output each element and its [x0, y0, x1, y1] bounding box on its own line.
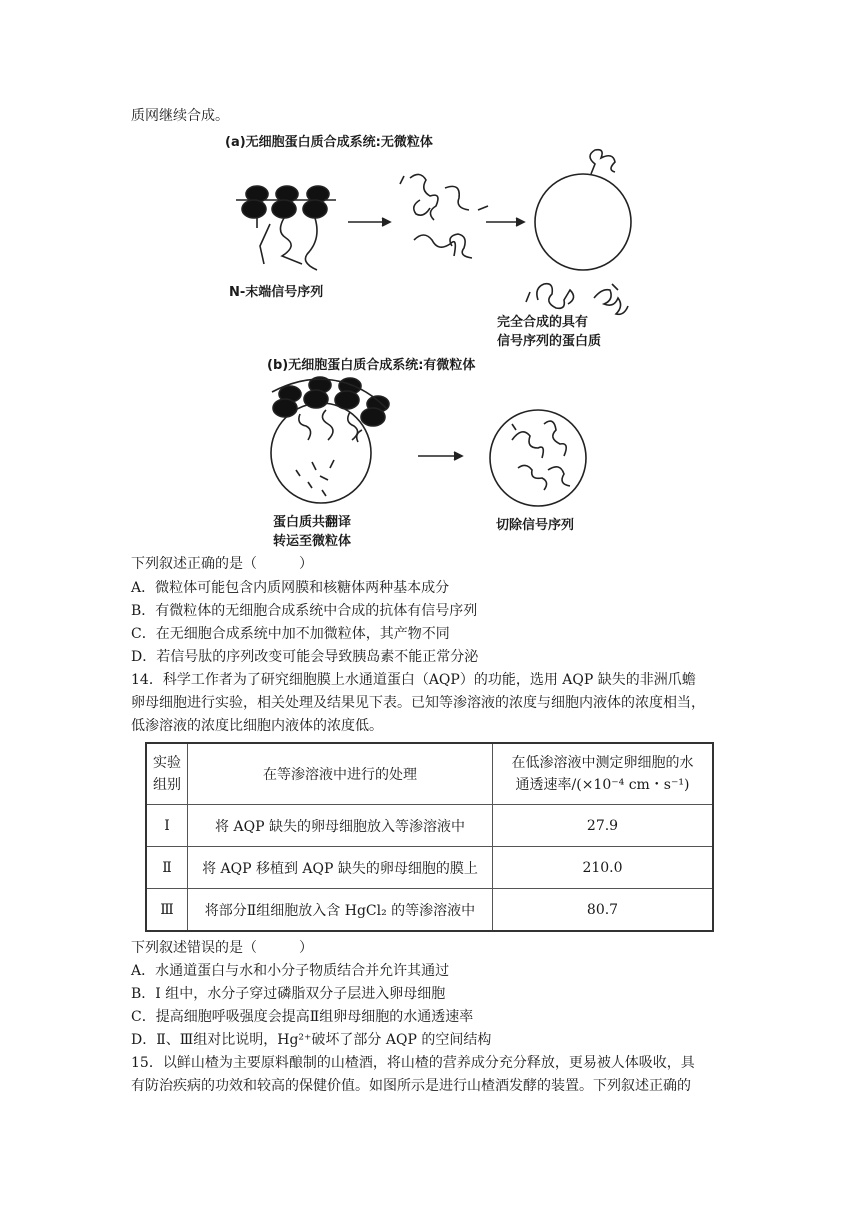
- table-row: [146, 889, 713, 932]
- experiment-table: [145, 742, 714, 932]
- table-row: [146, 847, 713, 889]
- treatment-cell: 将部分Ⅱ组细胞放入含 HgCl₂ 的等渗溶液中: [188, 889, 493, 932]
- figure-a-label-signal: N-末端信号序列: [229, 285, 324, 300]
- header-text: 实验: [153, 755, 181, 771]
- header-text: 组别: [153, 777, 181, 793]
- question-stem: 下列叙述正确的是（ ）: [131, 556, 313, 572]
- option-d: D．Ⅱ、Ⅲ组对比说明，Hg²⁺破坏了部分 AQP 的空间结构: [131, 1032, 492, 1048]
- figure-drawing: [0, 0, 860, 560]
- question-text-line: 14．科学工作者为了研究细胞膜上水通道蛋白（AQP）的功能，选用 AQP 缺失的非洲爪蟾: [131, 672, 696, 688]
- ribosome-icon: [303, 186, 329, 218]
- rate-cell: 80.7: [493, 889, 714, 932]
- table-header-row: [146, 743, 713, 805]
- header-treatment: 在等渗溶液中进行的处理: [188, 743, 493, 805]
- option-a: A．微粒体可能包含内质网膜和核糖体两种基本成分: [131, 580, 450, 596]
- treatment-cell: 将 AQP 移植到 AQP 缺失的卵母细胞的膜上: [188, 847, 493, 889]
- group-cell: Ⅱ: [146, 847, 188, 889]
- figure-b-title: (b)无细胞蛋白质合成系统:有微粒体: [267, 358, 476, 373]
- option-a: A．水通道蛋白与水和小分子物质结合并允许其通过: [131, 963, 450, 979]
- rate-cell: 210.0: [493, 847, 714, 889]
- header-text: 通透速率/(×10⁻⁴ cm・s⁻¹): [515, 777, 690, 793]
- rate-cell: 27.9: [493, 805, 714, 847]
- option-c: C．在无细胞合成系统中加不加微粒体，其产物不同: [131, 626, 450, 642]
- figure-a-label-result-1: 完全合成的具有: [497, 315, 589, 330]
- header-rate: [493, 743, 714, 805]
- ribosome-icon: [361, 396, 389, 426]
- question-text-line: 15．以鲜山楂为主要原料酿制的山楂酒，将山楂的营养成分充分释放，更易被人体吸收，具: [131, 1055, 695, 1071]
- group-cell: Ⅰ: [146, 805, 188, 847]
- option-b: B．有微粒体的无细胞合成系统中合成的抗体有信号序列: [131, 603, 478, 619]
- question-text-line: 有防治疾病的功效和较高的保健价值。如图所示是进行山楂酒发酵的装置。下列叙述正确的: [131, 1078, 691, 1094]
- question-text-line: 低渗溶液的浓度比细胞内液体的浓度低。: [131, 718, 383, 734]
- ribosome-icon: [242, 186, 268, 218]
- figure-a-label-result-2: 信号序列的蛋白质: [497, 334, 602, 349]
- option-d: D．若信号肽的序列改变可能会导致胰岛素不能正常分泌: [131, 649, 479, 665]
- treatment-cell: 将 AQP 缺失的卵母细胞放入等渗溶液中: [188, 805, 493, 847]
- option-b: B．I 组中，水分子穿过磷脂双分子层进入卵母细胞: [131, 986, 446, 1002]
- header-text: 在低渗溶液中测定卵细胞的水: [511, 755, 694, 771]
- table-row: [146, 805, 713, 847]
- option-c: C．提高细胞呼吸强度会提高Ⅱ组卵母细胞的水通透速率: [131, 1009, 474, 1025]
- header-group: [146, 743, 188, 805]
- ribosome-icon: [335, 378, 361, 409]
- ribosome-icon: [272, 186, 298, 218]
- figure-b-label-left-2: 转运至微粒体: [273, 534, 352, 549]
- figure-b-label-right: 切除信号序列: [496, 518, 575, 533]
- continued-text: 质网继续合成。: [131, 108, 229, 124]
- figure-a-title: (a)无细胞蛋白质合成系统:无微粒体: [225, 135, 433, 150]
- ribosome-icon: [273, 386, 301, 417]
- ribosome-icon: [304, 377, 331, 408]
- group-cell: Ⅲ: [146, 889, 188, 932]
- figure-b-label-left-1: 蛋白质共翻译: [273, 515, 352, 530]
- question-stem: 下列叙述错误的是（ ）: [131, 940, 313, 956]
- question-text-line: 卵母细胞进行实验，相关处理及结果见下表。已知等渗溶液的浓度与细胞内液体的浓度相当，: [131, 695, 705, 711]
